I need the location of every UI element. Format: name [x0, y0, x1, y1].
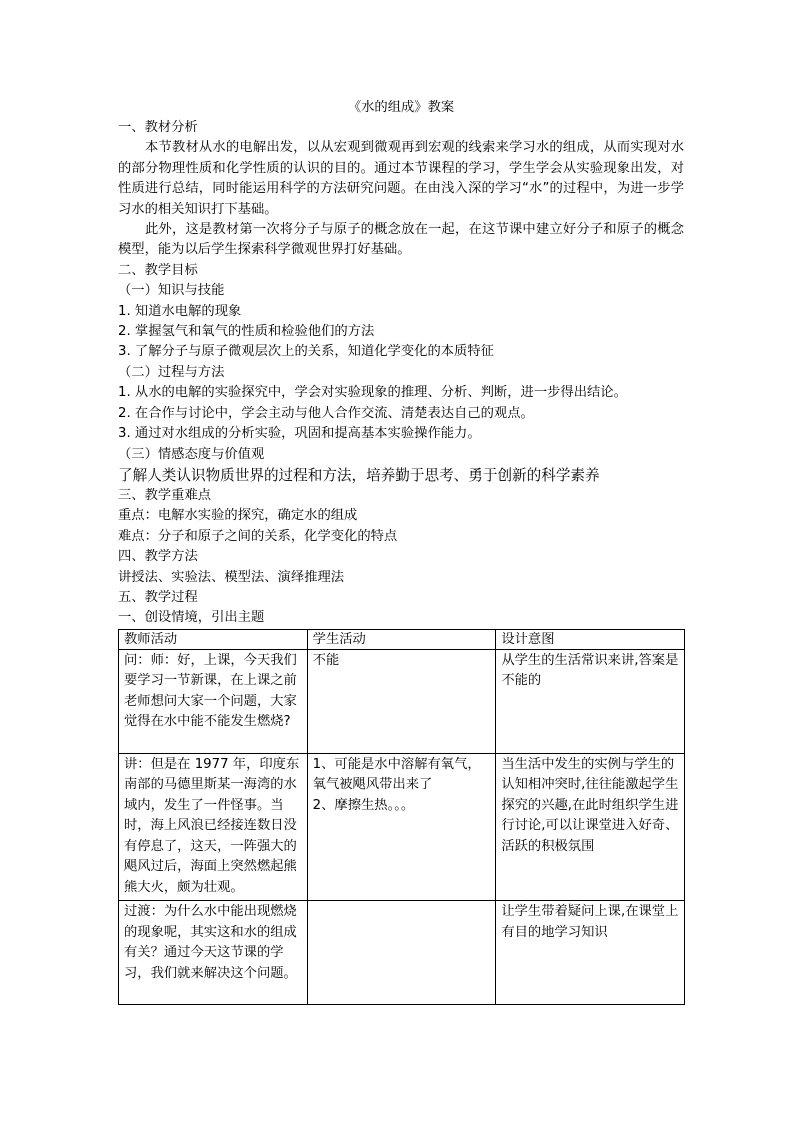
student-activity-cell: 1、可能是水中溶解有氧气，氧气被飓风带出来了 2、摩擦生热。。。	[307, 753, 496, 901]
design-intent-cell: 当生活中发生的实例与学生的认知相冲突时,往往能激起学生探究的兴趣,在此时组织学生进行讨论,可以让课堂进入好奇、活跃的积极氛围	[496, 753, 685, 901]
column-header-student: 学生活动	[307, 629, 496, 649]
table-row	[119, 649, 685, 753]
section-heading-key-points: 三、教学重难点	[118, 487, 212, 503]
methods-text: 讲授法、实验法、模型法、演绎推理法	[118, 569, 345, 585]
section-heading-objectives: 二、教学目标	[118, 262, 198, 278]
subheading-knowledge: （一）知识与技能	[118, 283, 225, 299]
teaching-process-table	[118, 629, 685, 1006]
key-point: 重点：电解水实验的探究，确定水的组成	[118, 508, 358, 524]
section-heading-process: 五、教学过程	[118, 589, 198, 605]
teacher-activity-cell: 问：师：好，上课，今天我们要学习一节新课，在上课之前老师想问大家一个问题，大家觉得在水中能不能发生燃烧?	[119, 649, 308, 753]
knowledge-item: 3. 了解分子与原子微观层次上的关系，知道化学变化的本质特征	[118, 344, 494, 360]
knowledge-item: 2. 掌握氢气和氧气的性质和检验他们的方法	[118, 324, 375, 340]
document-body	[118, 98, 684, 1005]
teacher-activity-cell: 讲：但是在 1977 年，印度东南部的马德里斯某一海湾的水域内，发生了一件怪事。当时，海上风浪已经接连数日没有停息了，这天，一阵强大的飓风过后，海面上突然燃起熊熊大火，颇为壮观。	[119, 753, 308, 901]
design-intent-cell: 让学生带着疑问上课,在课堂上有目的地学习知识	[496, 901, 685, 1005]
analysis-paragraph-1: 本节教材从水的电解出发，以从宏观到微观再到宏观的线索来学习水的组成，从而实现对水的部分物理性质和化学性质的认识的目的。通过本节课程的学习，学生学会从实验现象出发，对性质进行总结，同时能运用科学的方法研究问题。在由浅入深的学习“水”的过程中，为进一步学习水的相关知识打下基础。	[118, 140, 684, 217]
column-header-teacher: 教师活动	[119, 629, 308, 649]
analysis-paragraph-2: 此外，这是教材第一次将分子与原子的概念放在一起，在这节课中建立好分子和原子的概念模型，能为以后学生探索科学微观世界打好基础。	[118, 222, 684, 258]
process-item: 2. 在合作与讨论中，学会主动与他人合作交流、清楚表达自己的观点。	[118, 405, 534, 421]
knowledge-item: 1. 知道水电解的现象	[118, 303, 242, 319]
student-activity-cell: 不能	[307, 649, 496, 753]
subheading-process: （二）过程与方法	[118, 364, 225, 380]
section-heading-methods: 四、教学方法	[118, 549, 198, 565]
document-title: 《水的组成》教案	[347, 100, 455, 115]
section-heading-analysis: 一、教材分析	[118, 120, 198, 135]
design-intent-cell: 从学生的生活常识来讲,答案是不能的	[496, 649, 685, 753]
process-item: 3. 通过对水组成的分析实验，巩固和提高基本实验操作能力。	[118, 426, 481, 442]
difficult-point: 难点：分子和原子之间的关系，化学变化的特点	[118, 528, 398, 544]
table-row	[119, 753, 685, 901]
table-row	[119, 901, 685, 1005]
table-header-row	[119, 629, 685, 649]
student-activity-cell	[307, 901, 496, 1005]
attitude-text: 了解人类认识物质世界的过程和方法，培养勤于思考、勇于创新的科学素养	[118, 466, 600, 484]
column-header-intent: 设计意图	[496, 629, 685, 649]
process-item: 1. 从水的电解的实验探究中，学会对实验现象的推理、分析、判断，进一步得出结论。	[118, 385, 627, 401]
process-subheading: 一、创设情境，引出主题	[118, 610, 265, 626]
teacher-activity-cell: 过渡：为什么水中能出现燃烧的现象呢，其实这和水的组成有关？通过今天这节课的学习，我们就来解决这个问题。	[119, 901, 308, 1005]
subheading-attitude: （三）情感态度与价值观	[118, 446, 265, 462]
